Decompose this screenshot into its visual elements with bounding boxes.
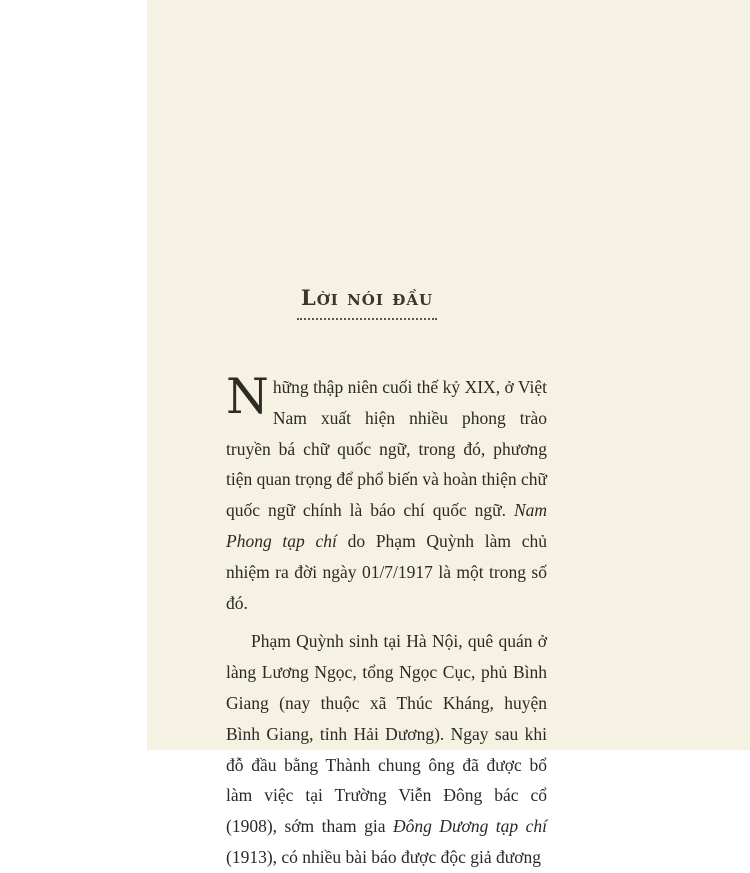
paragraph-2-text-start: Phạm Quỳnh sinh tại Hà Nội, quê quán ở làng Lương Ngọc, tổng Ngọc Cục, phủ Bình Giang (nay thuộc xã Thúc Kháng, huyện Bình Giang, tỉnh Hải Dương). Ngay sau khi đỗ đầu bằng Thành chung ông đã được bổ làm việc tại Trường Viễn Đông bác cổ (1908), sớm tham gia [226, 631, 547, 837]
paragraph-1 [226, 368, 547, 618]
drop-cap: N [226, 368, 269, 425]
chapter-heading: Lời nói đầu [300, 285, 434, 310]
paragraph-1-italic-title: Nam Phong tạp chí [226, 500, 547, 551]
paragraph-1-text-start: hững thập niên cuối thế kỷ XIX, ở Việt Nam xuất hiện nhiều phong trào truyền bá chữ quốc ngữ, trong đó, phương tiện quan trọng để phổ biến và hoàn thiện chữ quốc ngữ chính là báo chí quốc ngữ. [226, 377, 547, 521]
body-text [226, 368, 548, 873]
paragraph-2-italic-title: Đông Dương tạp chí [392, 816, 548, 837]
paragraph-2-text-end: (1913), có nhiều bài báo được độc giả đương [226, 846, 541, 867]
paragraph-1-text-end: do Phạm Quỳnh làm chủ nhiệm ra đời ngày 01/7/1917 là một trong số đó. [226, 530, 547, 613]
heading-dotted-rule [297, 318, 437, 320]
book-page [147, 0, 750, 867]
paragraph-2 [226, 626, 547, 872]
